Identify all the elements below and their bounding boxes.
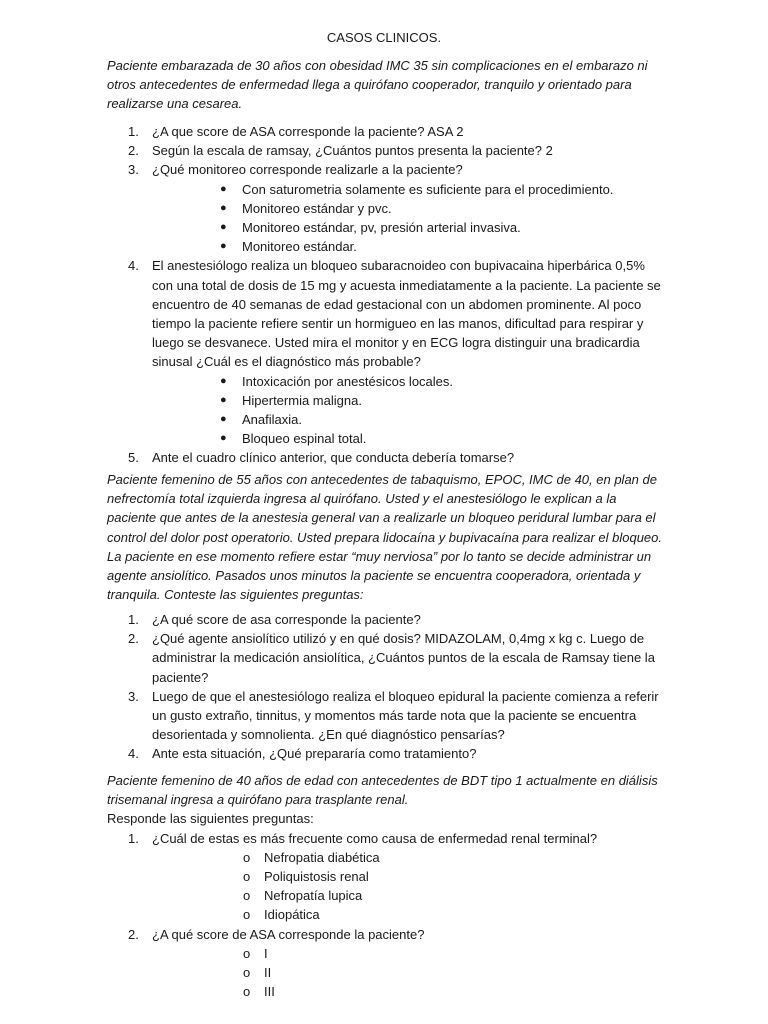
- bullet-icon: ●: [220, 240, 227, 253]
- option-item: o Nefropatía lupica: [152, 886, 667, 905]
- bullet-icon: ●: [220, 413, 227, 426]
- option-item: ● Monitoreo estándar.: [152, 237, 667, 256]
- case-3-prompt: Responde las siguientes preguntas:: [107, 811, 314, 827]
- case-1-intro: Paciente embarazada de 30 años con obesidad IMC 35 sin complicaciones en el embarazo ni otros antecedentes de enfermedad llega a quirófano cooperador, tranquilo y orientado para realizarse una cesarea.: [107, 58, 648, 112]
- bullet-icon: o: [243, 888, 251, 904]
- bullet-icon: ●: [220, 374, 227, 387]
- option-item: o II: [152, 963, 667, 982]
- bullet-icon: o: [243, 984, 251, 1000]
- question-item: 5. Ante el cuadro clínico anterior, que conducta debería tomarse?: [128, 450, 515, 466]
- question-item: 2. ¿A qué score de ASA corresponde la paciente? o I o II o III: [107, 925, 667, 1002]
- bullet-icon: o: [243, 945, 251, 961]
- bullet-icon: o: [243, 907, 251, 923]
- bullet-icon: ●: [220, 432, 227, 445]
- case-1: [107, 56, 667, 114]
- question-item: 3. ¿Qué monitoreo corresponde realizarle a la paciente? ● Con saturometria solamente es suficiente para el procedimiento. ● Monitoreo estándar y pvc. ● Monitoreo estándar, pv, presión arterial invasiva. ● Monitoreo estándar.: [107, 160, 667, 256]
- option-item: ● Con saturometria solamente es suficiente para el procedimiento.: [152, 180, 667, 199]
- option-item: o III: [152, 982, 667, 1001]
- document-title: CASOS CLINICOS.: [326, 30, 442, 45]
- question-item: 4. Ante esta situación, ¿Qué prepararía como tratamiento?: [128, 746, 477, 762]
- question-item: 1. ¿A que score de ASA corresponde la paciente? ASA 2: [128, 124, 464, 139]
- option-item: ● Monitoreo estándar y pvc.: [152, 199, 667, 218]
- bullet-icon: ●: [220, 393, 227, 406]
- question-item: 4. El anestesiólogo realiza un bloqueo subaracnoideo con bupivacaina hiperbárica 0,5% con una total de dosis de 15 mg y acuesta inmediatamente a la paciente. La paciente se encuentro de 40 semanas de edad gestacional con un abdomen prominente. Al poco tiempo la paciente refiere sentir un hormigueo en las manos, dificultad para respirar y luego se desvanece. Usted mira el monitor y en ECG logra distinguir una bradicardia sinusal ¿Cuál es el diagnóstico más probable? ● Intoxicación por anestésicos locales. ● Hipertermia maligna. ● Anafilaxia. ● Bloqueo espinal total.: [107, 256, 667, 448]
- question-item: 1. ¿Cuál de estas es más frecuente como causa de enfermedad renal terminal? o Nefropatia diabética o Poliquistosis renal o Nefropatía lupica o Idiopática: [107, 829, 667, 925]
- question-item: 2. Según la escala de ramsay, ¿Cuántos puntos presenta la paciente? 2: [128, 143, 553, 159]
- option-item: o Nefropatia diabética: [152, 848, 667, 867]
- option-item: o Idiopática: [152, 905, 667, 924]
- bullet-icon: ●: [220, 201, 227, 214]
- option-item: ● Hipertermia maligna.: [152, 391, 667, 410]
- bullet-icon: ●: [220, 182, 227, 195]
- option-item: ● Anafilaxia.: [152, 410, 667, 429]
- option-item: ● Monitoreo estándar, pv, presión arterial invasiva.: [152, 218, 667, 237]
- option-item: ● Intoxicación por anestésicos locales.: [152, 372, 667, 391]
- case-2: [107, 470, 667, 604]
- case-2-intro: Paciente femenino de 55 años con antecedentes de tabaquismo, EPOC, IMC de 40, en plan de nefrectomía total izquierda ingresa al quirófano. Usted y el anestesiólogo le explican a la paciente que antes de la anestesia general van a realizarle un bloqueo peridural lumbar para el control del dolor post operatorio. Usted prepara lidocaína y bupivacaína para realizar el bloqueo. La paciente en ese momento refiere estar “muy nerviosa” por lo tanto se decide administrar un agente ansiolítico. Pasados unos minutos la paciente se encuentra cooperadora, orientada y tranquila. Conteste las siguientes preguntas:: [107, 472, 663, 603]
- case-3-intro: Paciente femenino de 40 años de edad con antecedentes de BDT tipo 1 actualmente en diálisis trisemanal ingresa a quirófano para trasplante renal.: [107, 773, 658, 808]
- question-item: 1. ¿A qué score de asa corresponde la paciente?: [128, 612, 421, 627]
- case-1-questions: [107, 122, 667, 468]
- option-item: o Poliquistosis renal: [152, 867, 667, 886]
- question-item: 3. Luego de que el anestesiólogo realiza el bloqueo epidural la paciente comienza a referir un gusto extraño, tinnitus, y momentos más tarde nota que la paciente se encuentra desorientada y somnolienta. ¿En qué diagnóstico pensarías?: [128, 688, 659, 743]
- option-item: o I: [152, 944, 667, 963]
- bullet-icon: o: [243, 849, 251, 865]
- bullet-icon: ●: [220, 221, 227, 234]
- bullet-icon: o: [243, 965, 251, 981]
- case-3: [107, 771, 667, 1001]
- case-2-questions: [107, 610, 667, 764]
- question-item: 2. ¿Qué agente ansiolítico utilizó y en qué dosis? MIDAZOLAM, 0,4mg x kg c. Luego de administrar la medicación ansiolítica, ¿Cuántos puntos de la escala de Ramsay tiene la paciente?: [128, 631, 655, 685]
- option-item: ● Bloqueo espinal total.: [152, 429, 667, 448]
- bullet-icon: o: [243, 869, 251, 885]
